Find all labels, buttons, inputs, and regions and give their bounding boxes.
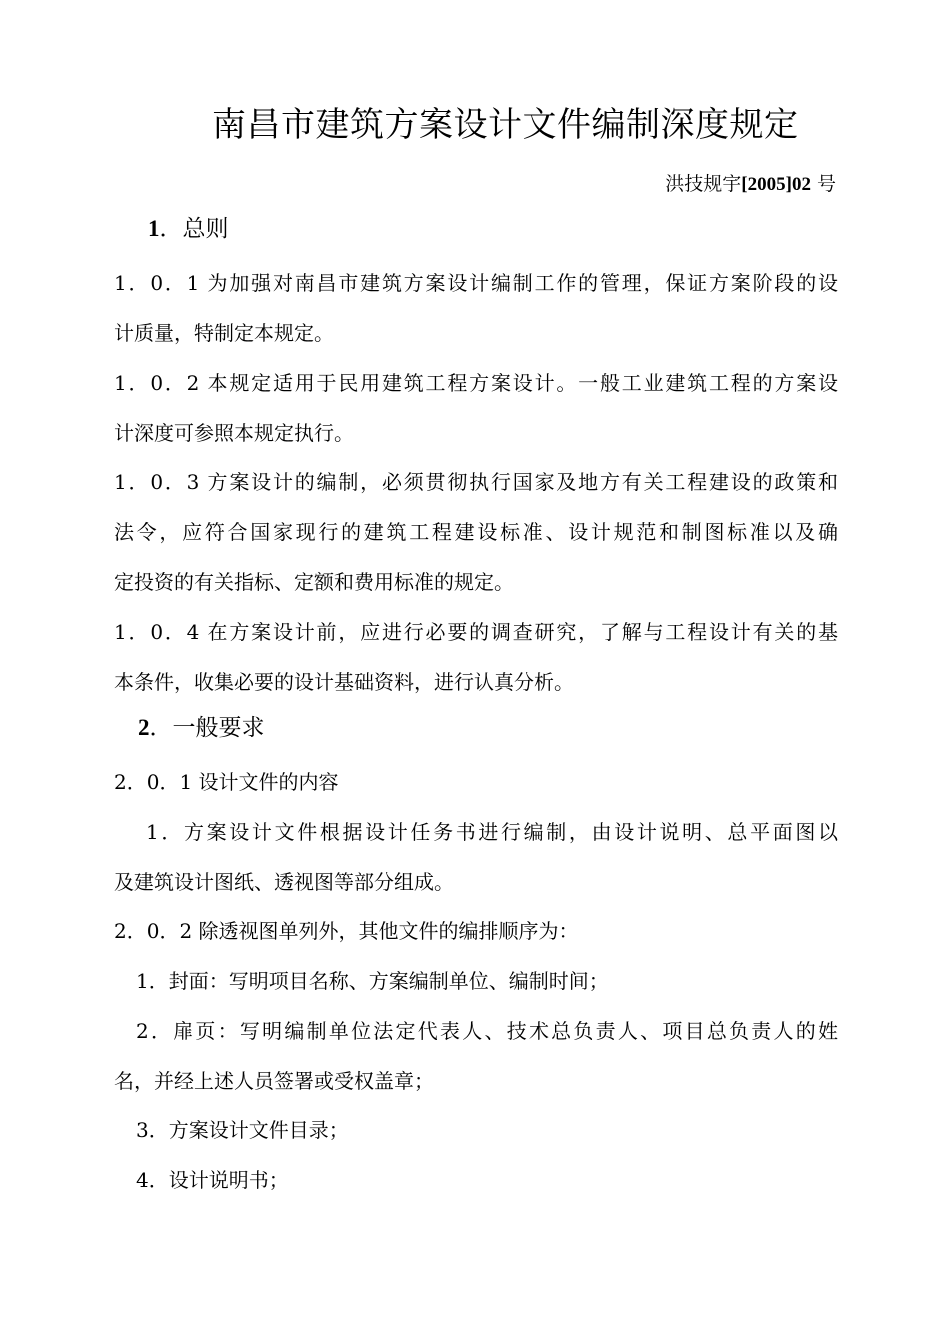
clause-1-0-3-line-3: 定投资的有关指标、定额和费用标准的规定。 — [114, 570, 514, 594]
clause-2-0-1-item-1-line-2: 及建筑设计图纸、透视图等部分组成。 — [114, 870, 454, 894]
document-title: 南昌市建筑方案设计文件编制深度规定 — [212, 105, 799, 145]
clause-2-0-1: 2．0．1 设计文件的内容 — [114, 770, 339, 794]
clause-1-0-4-line-1: 1．0．4 在方案设计前，应进行必要的调查研究，了解与工程设计有关的基 — [114, 620, 838, 644]
section-1-heading — [148, 214, 872, 244]
list-item-2-line-2: 名，并经上述人员签署或受权盖章； — [114, 1069, 434, 1093]
clause-1-0-4-line-2: 本条件，收集必要的设计基础资料，进行认真分析。 — [114, 670, 574, 694]
clause-2-0-1-item-1-line-1: 1．方案设计文件根据设计任务书进行编制，由设计说明、总平面图以 — [146, 820, 838, 844]
clause-1-0-1-line-1: 1．0．1 为加强对南昌市建筑方案设计编制工作的管理，保证方案阶段的设 — [114, 271, 838, 295]
clause-1-0-1-line-2: 计质量，特制定本规定。 — [114, 321, 334, 345]
section-1-number: 1 — [148, 216, 160, 241]
doc-number-code: [2005]02 — [741, 174, 811, 195]
list-item-2-line-1: 2．扉页：写明编制单位法定代表人、技术总负责人、项目总负责人的姓 — [136, 1019, 838, 1043]
clause-1-0-3-line-2: 法令，应符合国家现行的建筑工程建设标准、设计规范和制图标准以及确 — [114, 520, 838, 544]
section-2-number: 2 — [138, 715, 150, 740]
document-number — [665, 170, 836, 199]
section-2-title: ．一般要求 — [149, 715, 265, 741]
section-2-heading — [138, 713, 862, 743]
doc-number-suffix: 号 — [810, 173, 836, 195]
clause-1-0-3-line-1: 1．0．3 方案设计的编制，必须贯彻执行国家及地方有关工程建设的政策和 — [114, 470, 838, 494]
clause-1-0-2-line-1: 1．0．2 本规定适用于民用建筑工程方案设计。一般工业建筑工程的方案设 — [114, 371, 838, 395]
list-item-4: 4．设计说明书； — [136, 1168, 289, 1192]
doc-number-prefix: 洪技规宇 — [665, 173, 742, 195]
section-1-title: ．总则 — [159, 216, 229, 242]
clause-2-0-2: 2．0．2 除透视图单列外，其他文件的编排顺序为： — [114, 919, 579, 943]
list-item-3: 3．方案设计文件目录； — [136, 1118, 349, 1142]
list-item-1: 1．封面：写明项目名称、方案编制单位、编制时间； — [136, 969, 609, 993]
clause-1-0-2-line-2: 计深度可参照本规定执行。 — [114, 421, 354, 445]
